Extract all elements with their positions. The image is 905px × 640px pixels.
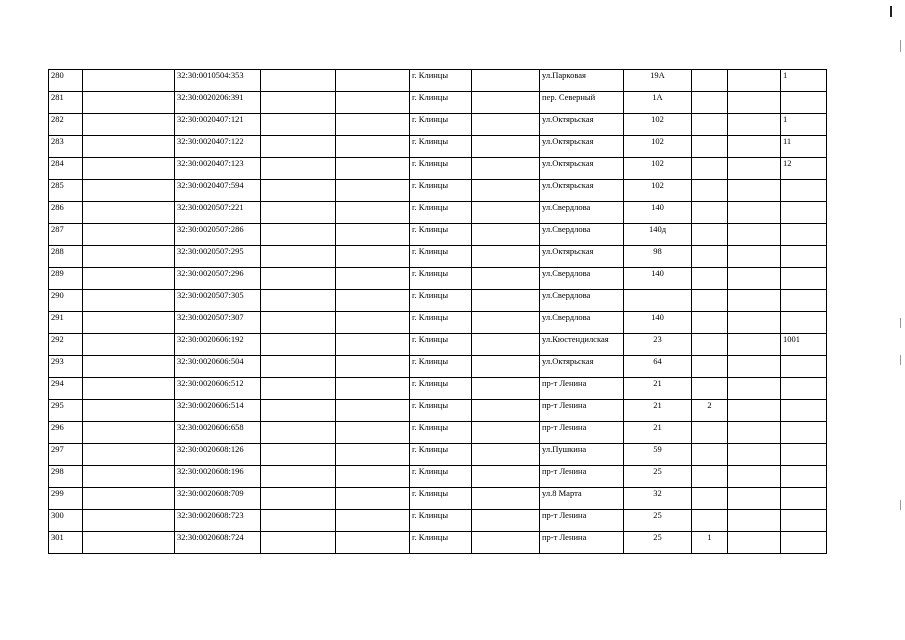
table-row <box>49 202 827 224</box>
apartment-cell <box>781 92 827 114</box>
house-cell: 140 <box>624 268 692 290</box>
city-cell: г. Клинцы <box>410 466 472 488</box>
street-cell: ул.Октярьская <box>540 246 624 268</box>
empty-cell <box>728 180 781 202</box>
empty-cell <box>336 334 410 356</box>
building-cell <box>692 444 728 466</box>
building-cell <box>692 92 728 114</box>
empty-cell <box>472 378 540 400</box>
empty-cell <box>472 510 540 532</box>
building-cell <box>692 334 728 356</box>
apartment-cell: 1 <box>781 70 827 92</box>
apartment-cell: 1001 <box>781 334 827 356</box>
street-cell: ул.Кюстендилская <box>540 334 624 356</box>
row-number: 301 <box>49 532 83 554</box>
building-cell <box>692 224 728 246</box>
cadastral-number: 32:30:0020606:192 <box>175 334 261 356</box>
house-cell: 98 <box>624 246 692 268</box>
apartment-cell <box>781 444 827 466</box>
empty-cell <box>336 202 410 224</box>
street-cell: ул.Пушкина <box>540 444 624 466</box>
empty-cell <box>336 70 410 92</box>
empty-cell <box>336 180 410 202</box>
empty-cell <box>261 246 336 268</box>
apartment-cell <box>781 202 827 224</box>
cadastral-number: 32:30:0020608:723 <box>175 510 261 532</box>
house-cell: 19А <box>624 70 692 92</box>
empty-cell <box>472 334 540 356</box>
city-cell: г. Клинцы <box>410 356 472 378</box>
street-cell: пр-т Ленина <box>540 422 624 444</box>
city-cell: г. Клинцы <box>410 224 472 246</box>
empty-cell <box>336 422 410 444</box>
apartment-cell: 12 <box>781 158 827 180</box>
table-body <box>49 70 827 554</box>
apartment-cell <box>781 378 827 400</box>
house-cell: 140 <box>624 202 692 224</box>
row-number: 295 <box>49 400 83 422</box>
house-cell: 32 <box>624 488 692 510</box>
empty-cell <box>728 378 781 400</box>
empty-cell <box>83 158 175 180</box>
street-cell: пр-т Ленина <box>540 510 624 532</box>
empty-cell <box>336 114 410 136</box>
city-cell: г. Клинцы <box>410 180 472 202</box>
table-row <box>49 466 827 488</box>
city-cell: г. Клинцы <box>410 70 472 92</box>
empty-cell <box>472 532 540 554</box>
city-cell: г. Клинцы <box>410 92 472 114</box>
building-cell <box>692 466 728 488</box>
table-row <box>49 268 827 290</box>
empty-cell <box>728 268 781 290</box>
row-number: 297 <box>49 444 83 466</box>
edge-dot <box>900 355 901 365</box>
row-number: 298 <box>49 466 83 488</box>
row-number: 280 <box>49 70 83 92</box>
row-number: 292 <box>49 334 83 356</box>
empty-cell <box>83 268 175 290</box>
empty-cell <box>83 202 175 224</box>
empty-cell <box>83 92 175 114</box>
city-cell: г. Клинцы <box>410 510 472 532</box>
empty-cell <box>261 202 336 224</box>
house-cell: 102 <box>624 136 692 158</box>
empty-cell <box>728 202 781 224</box>
cadastral-number: 32:30:0020507:296 <box>175 268 261 290</box>
apartment-cell <box>781 224 827 246</box>
empty-cell <box>728 114 781 136</box>
apartment-cell <box>781 466 827 488</box>
street-cell: ул.Свердлова <box>540 202 624 224</box>
house-cell: 23 <box>624 334 692 356</box>
empty-cell <box>336 312 410 334</box>
empty-cell <box>728 92 781 114</box>
street-cell: ул.Свердлова <box>540 224 624 246</box>
row-number: 286 <box>49 202 83 224</box>
city-cell: г. Клинцы <box>410 444 472 466</box>
house-cell: 102 <box>624 114 692 136</box>
apartment-cell <box>781 532 827 554</box>
building-cell <box>692 202 728 224</box>
table-row <box>49 290 827 312</box>
street-cell: ул.Октярьская <box>540 356 624 378</box>
table-row <box>49 224 827 246</box>
building-cell <box>692 488 728 510</box>
row-number: 283 <box>49 136 83 158</box>
empty-cell <box>83 290 175 312</box>
house-cell: 25 <box>624 532 692 554</box>
street-cell: пр-т Ленина <box>540 466 624 488</box>
table-row <box>49 312 827 334</box>
street-cell: пр-т Ленина <box>540 532 624 554</box>
house-cell: 64 <box>624 356 692 378</box>
apartment-cell <box>781 290 827 312</box>
empty-cell <box>261 290 336 312</box>
empty-cell <box>472 224 540 246</box>
apartment-cell <box>781 268 827 290</box>
table-row <box>49 378 827 400</box>
cadastral-number: 32:30:0020606:512 <box>175 378 261 400</box>
empty-cell <box>472 114 540 136</box>
edge-dot <box>900 40 901 52</box>
empty-cell <box>336 268 410 290</box>
city-cell: г. Клинцы <box>410 312 472 334</box>
empty-cell <box>336 158 410 180</box>
building-cell <box>692 70 728 92</box>
street-cell: ул.Парковая <box>540 70 624 92</box>
empty-cell <box>261 422 336 444</box>
empty-cell <box>336 92 410 114</box>
street-cell: пр-т Ленина <box>540 400 624 422</box>
apartment-cell <box>781 180 827 202</box>
empty-cell <box>83 356 175 378</box>
building-cell: 2 <box>692 400 728 422</box>
empty-cell <box>336 290 410 312</box>
street-cell: ул.Октярьская <box>540 136 624 158</box>
empty-cell <box>472 158 540 180</box>
table-row <box>49 158 827 180</box>
building-cell <box>692 312 728 334</box>
empty-cell <box>336 378 410 400</box>
empty-cell <box>472 136 540 158</box>
empty-cell <box>472 180 540 202</box>
cadastral-number: 32:30:0010504:353 <box>175 70 261 92</box>
empty-cell <box>83 400 175 422</box>
building-cell <box>692 246 728 268</box>
building-cell <box>692 378 728 400</box>
empty-cell <box>83 312 175 334</box>
empty-cell <box>728 290 781 312</box>
empty-cell <box>472 70 540 92</box>
row-number: 284 <box>49 158 83 180</box>
cadastral-number: 32:30:0020608:126 <box>175 444 261 466</box>
empty-cell <box>728 422 781 444</box>
city-cell: г. Клинцы <box>410 532 472 554</box>
row-number: 294 <box>49 378 83 400</box>
house-cell: 102 <box>624 180 692 202</box>
street-cell: ул.Октярьская <box>540 158 624 180</box>
apartment-cell <box>781 510 827 532</box>
empty-cell <box>336 466 410 488</box>
empty-cell <box>728 488 781 510</box>
house-cell: 25 <box>624 466 692 488</box>
street-cell: ул.Свердлова <box>540 268 624 290</box>
empty-cell <box>261 268 336 290</box>
empty-cell <box>261 378 336 400</box>
empty-cell <box>83 510 175 532</box>
empty-cell <box>728 70 781 92</box>
cadastral-number: 32:30:0020407:123 <box>175 158 261 180</box>
street-cell: ул.Свердлова <box>540 290 624 312</box>
empty-cell <box>261 444 336 466</box>
cadastral-number: 32:30:0020606:658 <box>175 422 261 444</box>
empty-cell <box>261 466 336 488</box>
house-cell: 102 <box>624 158 692 180</box>
row-number: 291 <box>49 312 83 334</box>
empty-cell <box>728 158 781 180</box>
empty-cell <box>83 422 175 444</box>
empty-cell <box>728 136 781 158</box>
row-number: 285 <box>49 180 83 202</box>
apartment-cell <box>781 400 827 422</box>
house-cell: 21 <box>624 378 692 400</box>
building-cell <box>692 136 728 158</box>
empty-cell <box>83 466 175 488</box>
empty-cell <box>261 224 336 246</box>
table-row <box>49 422 827 444</box>
empty-cell <box>261 510 336 532</box>
empty-cell <box>728 444 781 466</box>
cadastral-number: 32:30:0020206:391 <box>175 92 261 114</box>
empty-cell <box>728 466 781 488</box>
building-cell <box>692 422 728 444</box>
empty-cell <box>336 444 410 466</box>
row-number: 281 <box>49 92 83 114</box>
city-cell: г. Клинцы <box>410 246 472 268</box>
cadastral-number: 32:30:0020507:221 <box>175 202 261 224</box>
empty-cell <box>336 532 410 554</box>
house-cell: 25 <box>624 510 692 532</box>
row-number: 287 <box>49 224 83 246</box>
row-number: 296 <box>49 422 83 444</box>
empty-cell <box>728 400 781 422</box>
empty-cell <box>336 400 410 422</box>
empty-cell <box>472 400 540 422</box>
empty-cell <box>261 180 336 202</box>
table-row <box>49 488 827 510</box>
empty-cell <box>472 488 540 510</box>
street-cell: ул.Октярьская <box>540 180 624 202</box>
street-cell: пер. Северный <box>540 92 624 114</box>
empty-cell <box>261 92 336 114</box>
empty-cell <box>83 334 175 356</box>
house-cell: 140 <box>624 312 692 334</box>
city-cell: г. Клинцы <box>410 378 472 400</box>
house-cell: 1А <box>624 92 692 114</box>
apartment-cell <box>781 246 827 268</box>
empty-cell <box>261 488 336 510</box>
empty-cell <box>472 268 540 290</box>
empty-cell <box>83 180 175 202</box>
house-cell <box>624 290 692 312</box>
empty-cell <box>336 224 410 246</box>
city-cell: г. Клинцы <box>410 400 472 422</box>
cadastral-number: 32:30:0020608:196 <box>175 466 261 488</box>
empty-cell <box>472 290 540 312</box>
building-cell <box>692 180 728 202</box>
house-cell: 59 <box>624 444 692 466</box>
street-cell: ул.8 Марта <box>540 488 624 510</box>
row-number: 290 <box>49 290 83 312</box>
city-cell: г. Клинцы <box>410 114 472 136</box>
cadastral-number: 32:30:0020608:709 <box>175 488 261 510</box>
empty-cell <box>728 334 781 356</box>
table-row <box>49 180 827 202</box>
empty-cell <box>336 136 410 158</box>
house-cell: 21 <box>624 400 692 422</box>
empty-cell <box>472 422 540 444</box>
empty-cell <box>728 356 781 378</box>
table-row <box>49 70 827 92</box>
city-cell: г. Клинцы <box>410 136 472 158</box>
empty-cell <box>336 356 410 378</box>
table-row <box>49 334 827 356</box>
street-cell: пр-т Ленина <box>540 378 624 400</box>
city-cell: г. Клинцы <box>410 268 472 290</box>
row-number: 289 <box>49 268 83 290</box>
building-cell <box>692 268 728 290</box>
empty-cell <box>261 114 336 136</box>
city-cell: г. Клинцы <box>410 488 472 510</box>
empty-cell <box>472 356 540 378</box>
cadastral-number: 32:30:0020606:514 <box>175 400 261 422</box>
empty-cell <box>83 378 175 400</box>
table-row <box>49 114 827 136</box>
table-row <box>49 356 827 378</box>
edge-dot <box>900 318 901 328</box>
house-cell: 140д <box>624 224 692 246</box>
edge-dot <box>900 500 901 510</box>
empty-cell <box>261 334 336 356</box>
table-row <box>49 510 827 532</box>
empty-cell <box>261 70 336 92</box>
house-cell: 21 <box>624 422 692 444</box>
apartment-cell <box>781 312 827 334</box>
building-cell <box>692 510 728 532</box>
table-row <box>49 532 827 554</box>
empty-cell <box>261 158 336 180</box>
empty-cell <box>83 246 175 268</box>
city-cell: г. Клинцы <box>410 290 472 312</box>
building-cell: 1 <box>692 532 728 554</box>
empty-cell <box>728 532 781 554</box>
building-cell <box>692 158 728 180</box>
apartment-cell: 1 <box>781 114 827 136</box>
empty-cell <box>728 224 781 246</box>
building-cell <box>692 114 728 136</box>
empty-cell <box>261 356 336 378</box>
row-number: 282 <box>49 114 83 136</box>
cadastral-number: 32:30:0020507:286 <box>175 224 261 246</box>
row-number: 293 <box>49 356 83 378</box>
empty-cell <box>336 510 410 532</box>
empty-cell <box>472 246 540 268</box>
empty-cell <box>472 312 540 334</box>
empty-cell <box>336 488 410 510</box>
empty-cell <box>83 532 175 554</box>
empty-cell <box>261 400 336 422</box>
empty-cell <box>83 114 175 136</box>
registry-table <box>48 69 827 554</box>
empty-cell <box>261 312 336 334</box>
city-cell: г. Клинцы <box>410 158 472 180</box>
empty-cell <box>728 510 781 532</box>
empty-cell <box>83 136 175 158</box>
table-row <box>49 444 827 466</box>
cadastral-number: 32:30:0020407:121 <box>175 114 261 136</box>
apartment-cell <box>781 422 827 444</box>
empty-cell <box>83 70 175 92</box>
city-cell: г. Клинцы <box>410 202 472 224</box>
cadastral-number: 32:30:0020407:122 <box>175 136 261 158</box>
table-row <box>49 246 827 268</box>
empty-cell <box>261 532 336 554</box>
street-cell: ул.Свердлова <box>540 312 624 334</box>
empty-cell <box>472 202 540 224</box>
empty-cell <box>728 246 781 268</box>
building-cell <box>692 356 728 378</box>
row-number: 300 <box>49 510 83 532</box>
table-row <box>49 136 827 158</box>
empty-cell <box>83 444 175 466</box>
cadastral-number: 32:30:0020608:724 <box>175 532 261 554</box>
apartment-cell: 11 <box>781 136 827 158</box>
cadastral-number: 32:30:0020507:307 <box>175 312 261 334</box>
building-cell <box>692 290 728 312</box>
city-cell: г. Клинцы <box>410 422 472 444</box>
empty-cell <box>336 246 410 268</box>
cadastral-number: 32:30:0020606:504 <box>175 356 261 378</box>
row-number: 288 <box>49 246 83 268</box>
city-cell: г. Клинцы <box>410 334 472 356</box>
cadastral-number: 32:30:0020507:305 <box>175 290 261 312</box>
empty-cell <box>472 444 540 466</box>
empty-cell <box>728 312 781 334</box>
empty-cell <box>261 136 336 158</box>
cadastral-number: 32:30:0020407:594 <box>175 180 261 202</box>
edge-mark <box>890 6 892 17</box>
cadastral-number: 32:30:0020507:295 <box>175 246 261 268</box>
apartment-cell <box>781 356 827 378</box>
empty-cell <box>83 224 175 246</box>
table-row <box>49 400 827 422</box>
empty-cell <box>83 488 175 510</box>
row-number: 299 <box>49 488 83 510</box>
table-row <box>49 92 827 114</box>
empty-cell <box>472 466 540 488</box>
apartment-cell <box>781 488 827 510</box>
empty-cell <box>472 92 540 114</box>
street-cell: ул.Октярьская <box>540 114 624 136</box>
